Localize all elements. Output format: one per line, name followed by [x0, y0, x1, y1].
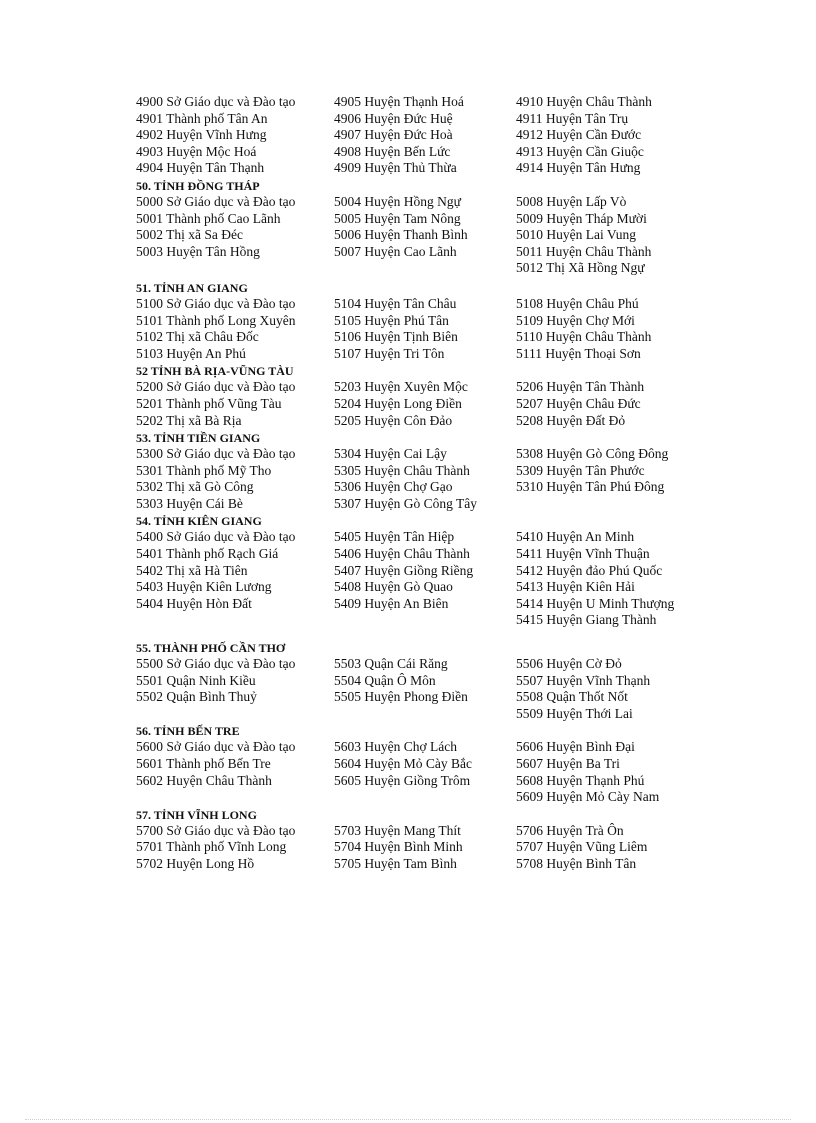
entry-cell: 5008 Huyện Lấp Vò [516, 193, 627, 209]
entry-row [136, 856, 776, 873]
entry-cell: 5704 Huyện Bình Minh [334, 839, 463, 855]
entry-cell: 5309 Huyện Tân Phước [516, 462, 645, 478]
entry-cell: 5502 Quận Bình Thuỷ [136, 689, 257, 705]
entry-cell: 5310 Huyện Tân Phú Đông [516, 479, 665, 495]
entry-cell: 5400 Sở Giáo dục và Đào tạo [136, 529, 296, 545]
page-bottom-rule [25, 1119, 791, 1120]
entry-cell: 5302 Thị xã Gò Công [136, 479, 254, 495]
entry-cell: 5403 Huyện Kiên Lương [136, 579, 272, 595]
section-heading: 56. TỈNH BẾN TRE [136, 724, 240, 739]
entry-cell: 5201 Thành phố Vũng Tàu [136, 395, 282, 411]
entry-cell: 5506 Huyện Cờ Đỏ [516, 656, 622, 672]
entry-list [136, 379, 776, 429]
entry-row [136, 756, 776, 773]
entry-cell: 5410 Huyện An Minh [516, 529, 635, 545]
entry-cell: 4905 Huyện Thạnh Hoá [334, 94, 464, 109]
entry-cell: 5604 Huyện Mỏ Cày Bắc [334, 756, 472, 771]
entry-cell: 5108 Huyện Châu Phú [516, 295, 639, 311]
entry-row [136, 94, 776, 111]
entry-cell: 5005 Huyện Tam Nông [334, 210, 461, 226]
entry-cell: 4901 Thành phố Tân An [136, 110, 268, 126]
entry-list [136, 94, 776, 177]
entry-cell: 5703 Huyện Mang Thít [334, 822, 461, 838]
entry-row [136, 612, 776, 629]
entry-row [136, 396, 776, 413]
entry-cell: 5708 Huyện Bình Tân [516, 855, 637, 871]
entry-row [136, 706, 776, 723]
entry-list [136, 529, 776, 629]
entry-cell: 4913 Huyện Cần Giuộc [516, 143, 644, 159]
section [136, 281, 776, 362]
entry-cell: 5006 Huyện Thanh Bình [334, 227, 468, 243]
entry-row [136, 479, 776, 496]
entry-cell: 5701 Thành phố Vĩnh Long [136, 839, 287, 855]
entry-cell: 5501 Quận Ninh Kiều [136, 672, 256, 688]
entry-cell: 5002 Thị xã Sa Đéc [136, 227, 243, 243]
entry-row [136, 789, 776, 806]
entry-cell: 5106 Huyện Tịnh Biên [334, 329, 458, 345]
entry-cell: 5408 Huyện Gò Quao [334, 579, 453, 595]
entry-cell [334, 260, 516, 277]
entry-cell: 5107 Huyện Tri Tôn [334, 345, 445, 361]
entry-list [136, 194, 776, 277]
entry-cell: 5509 Huyện Thới Lai [516, 705, 633, 721]
entry-cell: 4914 Huyện Tân Hưng [516, 160, 641, 176]
entry-row [136, 579, 776, 596]
section-heading: 52 TỈNH BÀ RỊA-VŨNG TÀU [136, 364, 294, 379]
entry-cell [136, 612, 334, 629]
entry-cell: 5407 Huyện Giồng Riềng [334, 562, 474, 578]
entry-cell: 5000 Sở Giáo dục và Đào tạo [136, 193, 296, 209]
entry-row [136, 739, 776, 756]
entry-cell: 5304 Huyện Cai Lậy [334, 446, 447, 462]
entry-row [136, 596, 776, 613]
entry-cell [334, 612, 516, 629]
section-heading: 50. TỈNH ĐỒNG THÁP [136, 178, 260, 193]
entry-cell: 5204 Huyện Long Điền [334, 395, 462, 411]
entry-row [136, 127, 776, 144]
entry-cell: 5011 Huyện Châu Thành [516, 243, 652, 259]
entry-cell: 4904 Huyện Tân Thạnh [136, 160, 265, 176]
entry-cell: 4900 Sở Giáo dục và Đào tạo [136, 94, 296, 109]
entry-cell [136, 260, 334, 277]
entry-row [136, 329, 776, 346]
entry-cell: 5308 Huyện Gò Công Đông [516, 446, 669, 462]
entry-cell: 5705 Huyện Tam Bình [334, 855, 457, 871]
entry-row [136, 839, 776, 856]
entry-cell: 5003 Huyện Tân Hồng [136, 243, 260, 259]
entry-cell [516, 496, 756, 513]
entry-row [136, 194, 776, 211]
entry-cell: 5303 Huyện Cái Bè [136, 495, 243, 511]
entry-cell: 5412 Huyện đảo Phú Quốc [516, 562, 663, 578]
entry-cell [334, 789, 516, 806]
entry-row [136, 673, 776, 690]
entry-row [136, 656, 776, 673]
entry-cell: 5707 Huyện Vũng Liêm [516, 839, 648, 855]
entry-cell: 4902 Huyện Vĩnh Hưng [136, 127, 267, 143]
entry-cell: 4908 Huyện Bến Lức [334, 143, 451, 159]
entry-cell: 5508 Quận Thốt Nốt [516, 689, 628, 705]
section-heading: 57. TỈNH VĨNH LONG [136, 807, 257, 822]
section-heading: 51. TỈNH AN GIANG [136, 280, 248, 295]
entry-cell: 5101 Thành phố Long Xuyên [136, 312, 296, 328]
entry-cell: 4907 Huyện Đức Hoà [334, 127, 453, 143]
entry-cell: 5103 Huyện An Phú [136, 345, 246, 361]
entry-cell: 5110 Huyện Châu Thành [516, 329, 652, 345]
entry-cell: 5203 Huyện Xuyên Mộc [334, 379, 468, 395]
entry-list [136, 823, 776, 873]
entry-cell: 5608 Huyện Thạnh Phú [516, 772, 645, 788]
entry-cell: 5004 Huyện Hồng Ngự [334, 193, 461, 209]
entry-cell: 5300 Sở Giáo dục và Đào tạo [136, 446, 296, 462]
entry-list [136, 296, 776, 362]
entry-row [136, 529, 776, 546]
entry-cell: 5504 Quận Ô Môn [334, 672, 436, 688]
entry-cell: 5208 Huyện Đất Đỏ [516, 412, 626, 428]
entry-cell: 5605 Huyện Giồng Trôm [334, 772, 471, 788]
entry-cell: 5607 Huyện Ba Tri [516, 756, 620, 771]
section [136, 179, 776, 277]
entry-cell: 5111 Huyện Thoại Sơn [516, 345, 641, 361]
entry-row [136, 211, 776, 228]
entry-row [136, 346, 776, 363]
entry-cell: 5601 Thành phố Bến Tre [136, 756, 271, 771]
entry-cell: 4903 Huyện Mộc Hoá [136, 143, 257, 159]
entry-cell: 5202 Thị xã Bà Rịa [136, 412, 242, 428]
entry-cell: 5503 Quận Cái Răng [334, 656, 448, 672]
entry-cell: 5102 Thị xã Châu Đốc [136, 329, 259, 345]
entry-row [136, 296, 776, 313]
entry-cell: 5305 Huyện Châu Thành [334, 462, 470, 478]
entry-row [136, 496, 776, 513]
entry-row [136, 260, 776, 277]
entry-cell: 4906 Huyện Đức Huệ [334, 110, 453, 126]
entry-cell: 5206 Huyện Tân Thành [516, 379, 645, 395]
entry-row [136, 244, 776, 261]
section [136, 724, 776, 805]
entry-cell: 5402 Thị xã Hà Tiên [136, 562, 248, 578]
entry-cell: 5414 Huyện U Minh Thượng [516, 595, 675, 611]
entry-cell: 5606 Huyện Bình Đại [516, 739, 635, 755]
entry-list [136, 739, 776, 805]
entry-row [136, 689, 776, 706]
entry-list [136, 656, 776, 722]
entry-cell: 5413 Huyện Kiên Hải [516, 579, 635, 595]
entry-cell: 5603 Huyện Chợ Lách [334, 739, 457, 755]
section [136, 641, 776, 722]
entry-row [136, 111, 776, 128]
entry-cell: 5205 Huyện Côn Đảo [334, 412, 453, 428]
section-heading: 53. TỈNH TIỀN GIANG [136, 431, 261, 446]
entry-cell: 5307 Huyện Gò Công Tây [334, 495, 477, 511]
entry-row [136, 313, 776, 330]
entry-cell: 4909 Huyện Thủ Thừa [334, 160, 457, 176]
entry-cell: 5507 Huyện Vĩnh Thạnh [516, 672, 651, 688]
section-heading: 55. THÀNH PHỐ CẦN THƠ [136, 641, 286, 656]
entry-row [136, 413, 776, 430]
document-body [136, 94, 776, 873]
entry-row [136, 463, 776, 480]
section [136, 514, 776, 629]
section [136, 94, 776, 177]
section-heading: 54. TỈNH KIÊN GIANG [136, 514, 262, 529]
entry-cell: 5411 Huyện Vĩnh Thuận [516, 546, 650, 562]
entry-row [136, 546, 776, 563]
entry-cell [136, 706, 334, 723]
section [136, 808, 776, 873]
entry-cell: 5500 Sở Giáo dục và Đào tạo [136, 656, 296, 672]
section [136, 364, 776, 429]
entry-cell: 5700 Sở Giáo dục và Đào tạo [136, 822, 296, 838]
entry-row [136, 773, 776, 790]
entry-cell: 5001 Thành phố Cao Lãnh [136, 210, 281, 226]
entry-cell: 5104 Huyện Tân Châu [334, 295, 457, 311]
entry-cell: 5100 Sở Giáo dục và Đào tạo [136, 295, 296, 311]
entry-cell: 4912 Huyện Cần Đước [516, 127, 642, 143]
section [136, 431, 776, 512]
entry-cell: 5200 Sở Giáo dục và Đào tạo [136, 379, 296, 395]
entry-cell: 5702 Huyện Long Hồ [136, 855, 255, 871]
entry-row [136, 823, 776, 840]
entry-cell: 5109 Huyện Chợ Mới [516, 312, 635, 328]
entry-cell: 5706 Huyện Trà Ôn [516, 822, 624, 838]
entry-row [136, 144, 776, 161]
entry-cell: 5602 Huyện Châu Thành [136, 772, 272, 788]
entry-cell: 5009 Huyện Tháp Mười [516, 210, 647, 226]
entry-cell [136, 789, 334, 806]
entry-cell: 5505 Huyện Phong Điền [334, 689, 468, 705]
entry-cell: 5409 Huyện An Biên [334, 595, 449, 611]
entry-row [136, 563, 776, 580]
entry-cell: 5406 Huyện Châu Thành [334, 546, 470, 562]
entry-row [136, 160, 776, 177]
entry-cell: 5207 Huyện Châu Đức [516, 395, 641, 411]
entry-cell: 5405 Huyện Tân Hiệp [334, 529, 455, 545]
entry-cell: 5600 Sở Giáo dục và Đào tạo [136, 739, 296, 755]
entry-cell: 4911 Huyện Tân Trụ [516, 110, 629, 126]
entry-list [136, 446, 776, 512]
entry-cell: 5007 Huyện Cao Lãnh [334, 243, 457, 259]
entry-cell: 5012 Thị Xã Hồng Ngự [516, 260, 645, 276]
entry-row [136, 227, 776, 244]
entry-cell: 4910 Huyện Châu Thành [516, 94, 652, 109]
entry-cell: 5301 Thành phố Mỹ Tho [136, 462, 272, 478]
entry-cell [334, 706, 516, 723]
entry-cell: 5401 Thành phố Rạch Giá [136, 546, 279, 562]
entry-row [136, 446, 776, 463]
entry-cell: 5010 Huyện Lai Vung [516, 227, 637, 243]
entry-row [136, 379, 776, 396]
entry-cell: 5609 Huyện Mỏ Cày Nam [516, 789, 660, 805]
entry-cell: 5105 Huyện Phú Tân [334, 312, 449, 328]
entry-cell: 5415 Huyện Giang Thành [516, 612, 657, 628]
entry-cell: 5306 Huyện Chợ Gạo [334, 479, 453, 495]
entry-cell: 5404 Huyện Hòn Đất [136, 595, 252, 611]
